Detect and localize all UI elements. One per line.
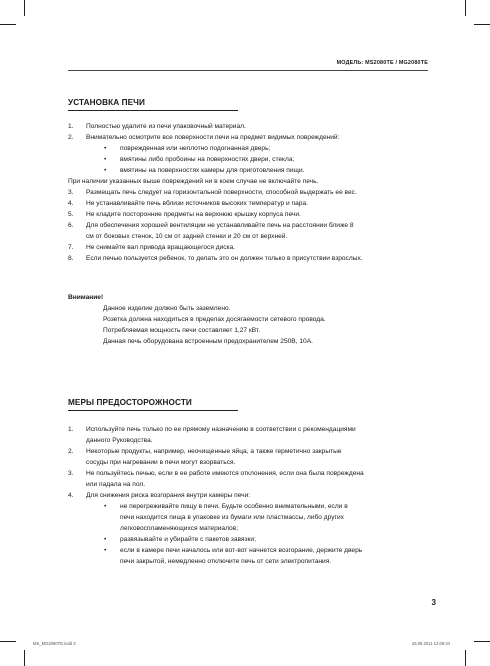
damage-note: При наличии указанных выше повреждений ни в коем случае не включайте печь. bbox=[68, 178, 319, 185]
list-item bbox=[68, 446, 428, 468]
warning-line: Розетка должна находиться в пределах досягаемости сетевого провода. bbox=[103, 316, 326, 323]
list-item bbox=[68, 132, 428, 143]
list-item bbox=[68, 424, 428, 446]
crop-mark bbox=[474, 24, 490, 25]
text-line: печи закрытой, немедленно отключите печь от сети электропитания. bbox=[120, 558, 332, 565]
text-line: если в камере печи началось или вот-вот начнется возгорание, держите дверь bbox=[120, 547, 363, 554]
item-text: Если печью пользуется ребенок, то делать это он должен только в присутствии взрослых. bbox=[86, 255, 363, 262]
bullet-item bbox=[68, 501, 428, 534]
item-text: Внимательно осмотрите все поверхности печи на предмет видимых повреждений: bbox=[86, 134, 340, 141]
text-line: не перегреживайте пищу в печи. Будьте особенно внимательными, если в bbox=[120, 503, 348, 510]
item-text: Не устанавливайте печь вблизи источников высоких температур и пара. bbox=[86, 200, 308, 207]
bullet-text bbox=[120, 545, 428, 567]
bullet-icon: • bbox=[104, 547, 107, 554]
crop-mark bbox=[24, 0, 25, 16]
item-number: 8. bbox=[68, 255, 74, 262]
text-line: Некоторые продукты, например, неочищенные яйца, а также герметично закрытые bbox=[86, 448, 342, 455]
text-line: легковоспламеняющихся материалов; bbox=[120, 525, 239, 532]
text-line: печи находится пища в упаковке из бумаги или пластмассы, либо других bbox=[120, 514, 344, 521]
bullet-icon: • bbox=[104, 536, 107, 543]
warning-line: Потребляемая мощность печи составляет 1,27 кВт. bbox=[103, 327, 261, 334]
item-text bbox=[86, 220, 428, 242]
bullet-item bbox=[68, 165, 428, 176]
bullet-icon: • bbox=[104, 156, 107, 163]
list-item bbox=[68, 242, 428, 253]
warning-block bbox=[68, 292, 428, 347]
item-number: 4. bbox=[68, 492, 74, 499]
crop-mark bbox=[0, 24, 16, 25]
model-header: МОДЕЛЬ: MS2080TE / MG2080TE bbox=[336, 60, 428, 66]
text-line: данного Руководства. bbox=[86, 437, 153, 444]
list-item bbox=[68, 220, 428, 242]
item-text bbox=[86, 446, 428, 468]
item-number: 1. bbox=[68, 426, 74, 433]
bullet-item bbox=[68, 534, 428, 545]
list-item bbox=[68, 209, 428, 220]
item-number: 3. bbox=[68, 470, 74, 477]
bullet-text: поврежденная или неплотно подогнанная дверь; bbox=[120, 145, 271, 152]
item-text: Полностью удалите из печи упаковочный материал. bbox=[86, 123, 246, 130]
list-item bbox=[68, 198, 428, 209]
text-line: или падала на пол. bbox=[86, 481, 146, 488]
item-number: 4. bbox=[68, 200, 74, 207]
list-item bbox=[68, 468, 428, 490]
bullet-item bbox=[68, 545, 428, 567]
item-text: Не снимайте вал привода вращающегося диска. bbox=[86, 244, 236, 251]
crop-mark bbox=[465, 0, 466, 16]
precautions-title: МЕРЫ ПРЕДОСТОРОЖНОСТИ bbox=[68, 398, 192, 407]
install-list bbox=[68, 121, 428, 264]
crop-mark bbox=[0, 641, 16, 642]
bullet-icon: • bbox=[104, 167, 107, 174]
footer-datetime: 26.08.2011 12:06:44 bbox=[411, 641, 450, 646]
list-item bbox=[68, 253, 428, 264]
warning-line: Данная печь оборудована встроенным предохранителем 250В, 10А. bbox=[103, 338, 313, 345]
text-line: Используйте печь только по ее прямому назначению в соответствии с рекомендациями bbox=[86, 426, 356, 433]
bullet-text: развязывайте и убирайте с пакетов завязки; bbox=[120, 536, 256, 543]
bullet-item bbox=[68, 154, 428, 165]
bullet-icon: • bbox=[104, 503, 107, 510]
item-number: 7. bbox=[68, 244, 74, 251]
install-title: УСТАНОВКА ПЕЧИ bbox=[68, 98, 145, 107]
item-text bbox=[86, 468, 428, 490]
bullet-text: вмятины либо пробоины на поверхностях двери, стекла; bbox=[120, 156, 295, 163]
text-line: Не пользуйтесь печью, если в ее работе имеются отклонения, если она была повреждена bbox=[86, 470, 364, 477]
text-line: см от боковых стенок, 10 см от задней стенки и 20 см от верхней. bbox=[86, 233, 288, 240]
bullet-text: вмятины на поверхностях камеры для приготовления пищи. bbox=[120, 167, 305, 174]
crop-mark bbox=[474, 641, 490, 642]
footer-file: MS_MG2080TE.indd 3 bbox=[33, 641, 76, 646]
item-number: 2. bbox=[68, 134, 74, 141]
warning-line: Данное изделие должно быть заземлено. bbox=[103, 305, 231, 312]
item-text: Для снижения риска возгорания внутри камеры печи: bbox=[86, 492, 251, 499]
item-number: 2. bbox=[68, 448, 74, 455]
item-number: 5. bbox=[68, 211, 74, 218]
bullet-icon: • bbox=[104, 145, 107, 152]
crop-mark bbox=[24, 650, 25, 666]
item-number: 3. bbox=[68, 189, 74, 196]
install-title-rule bbox=[68, 110, 238, 111]
page-number: 3 bbox=[431, 598, 436, 607]
item-text: Размещать печь следует на горизонтальной поверхности, способной выдержать ее вес. bbox=[86, 189, 357, 196]
header-rule bbox=[68, 70, 428, 71]
item-number: 1. bbox=[68, 123, 74, 130]
warning-title: Внимание! bbox=[68, 294, 104, 301]
bullet-text bbox=[120, 501, 428, 534]
list-item bbox=[68, 490, 428, 501]
item-number: 6. bbox=[68, 222, 74, 229]
item-text: Не кладите посторонние предметы на верхнюю крышку корпуса печи. bbox=[86, 211, 301, 218]
precautions-title-rule bbox=[68, 410, 238, 411]
text-line: Для обеспечения хорошей вентиляции не устанавливайте печь на расстоянии ближе 8 bbox=[86, 222, 354, 229]
precautions-list bbox=[68, 424, 428, 567]
text-line: сосуды при нагревании в печи могут взорваться. bbox=[86, 459, 236, 466]
list-item bbox=[68, 187, 428, 198]
bullet-item bbox=[68, 143, 428, 154]
item-text bbox=[86, 424, 428, 446]
crop-mark bbox=[465, 650, 466, 666]
list-item bbox=[68, 121, 428, 132]
